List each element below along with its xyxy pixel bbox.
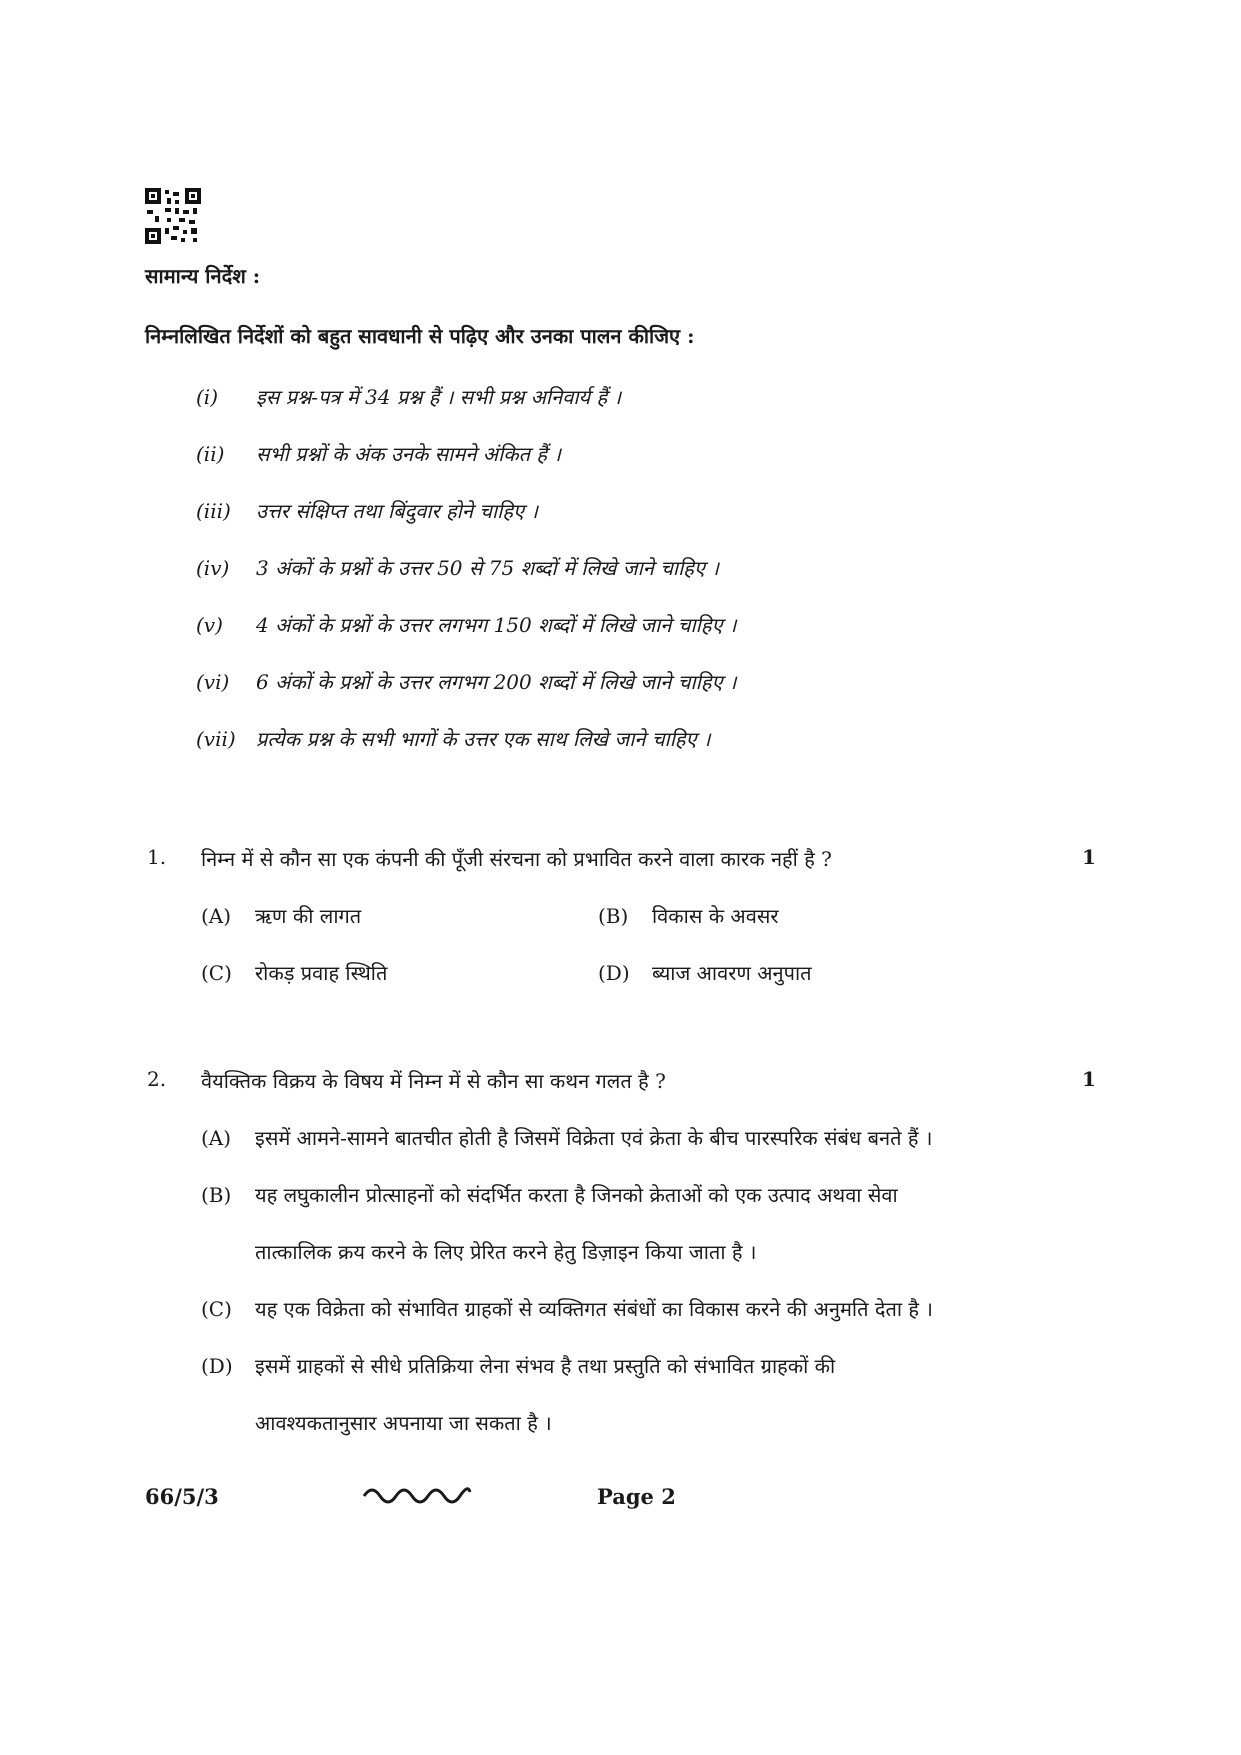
option-label: (B) <box>598 904 629 928</box>
option-text: ब्याज आवरण अनुपात <box>652 961 812 985</box>
option-text: इसमें आमने-सामने बातचीत होती है जिसमें विक्रेता एवं क्रेता के बीच पारस्परिक संबंध बनते हैं । <box>255 1126 933 1150</box>
instructions-intro: निम्नलिखित निर्देशों को बहुत सावधानी से पढ़िए और उनका पालन कीजिए : <box>145 324 695 348</box>
option-label: (D) <box>598 961 630 985</box>
question-text: निम्न में से कौन सा एक कंपनी की पूँजी संरचना को प्रभावित करने वाला कारक नहीं है ? <box>201 847 832 871</box>
option-c <box>201 1295 933 1322</box>
option-label: (B) <box>201 1183 232 1207</box>
option-b-continuation: तात्कालिक क्रय करने के लिए प्रेरित करने हेतु डिज़ाइन किया जाता है । <box>255 1240 757 1264</box>
option-label: (C) <box>201 1297 232 1321</box>
instruction-number: (iii) <box>196 499 231 523</box>
wave-divider-icon <box>362 1478 472 1508</box>
instruction-item <box>196 383 621 410</box>
option-d <box>201 1352 835 1379</box>
instruction-number: (vii) <box>196 727 236 751</box>
option-c <box>201 959 387 986</box>
page-number: Page 2 <box>597 1484 676 1509</box>
option-text: रोकड़ प्रवाह स्थिति <box>255 961 388 985</box>
option-b <box>598 902 779 929</box>
instruction-text: इस प्रश्न-पत्र में 34 प्रश्न हैं । सभी प्रश्न अनिवार्य हैं । <box>256 385 622 409</box>
instruction-item <box>196 668 736 695</box>
instruction-item <box>196 554 719 581</box>
option-a <box>201 902 361 929</box>
instruction-item <box>196 440 561 467</box>
option-text: यह एक विक्रेता को संभावित ग्राहकों से व्यक्तिगत संबंधों का विकास करने की अनुमति देता है । <box>255 1297 933 1321</box>
instruction-text: सभी प्रश्नों के अंक उनके सामने अंकित हैं । <box>256 442 561 466</box>
question-number: 2. <box>147 1067 167 1091</box>
question-marks: 1 <box>1082 845 1096 869</box>
option-b <box>201 1181 898 1208</box>
instruction-text: 6 अंकों के प्रश्नों के उत्तर लगभग 200 शब्दों में लिखे जाने चाहिए । <box>256 670 737 694</box>
option-label: (C) <box>201 961 232 985</box>
question-number: 1. <box>147 845 167 869</box>
option-label: (D) <box>201 1354 233 1378</box>
option-text: विकास के अवसर <box>652 904 779 928</box>
instruction-number: (ii) <box>196 442 225 466</box>
instruction-text: 4 अंकों के प्रश्नों के उत्तर लगभग 150 शब्दों में लिखे जाने चाहिए । <box>256 613 737 637</box>
question-marks: 1 <box>1082 1067 1096 1091</box>
instruction-number: (iv) <box>196 556 230 580</box>
instruction-item <box>196 497 538 524</box>
instruction-text: 3 अंकों के प्रश्नों के उत्तर 50 से 75 शब्दों में लिखे जाने चाहिए । <box>256 556 719 580</box>
option-text: ऋण की लागत <box>255 904 362 928</box>
instruction-number: (v) <box>196 613 223 637</box>
instruction-text: उत्तर संक्षिप्त तथा बिंदुवार होने चाहिए । <box>256 499 538 523</box>
option-label: (A) <box>201 904 232 928</box>
option-text: इसमें ग्राहकों से सीधे प्रतिक्रिया लेना संभव है तथा प्रस्तुति को संभावित ग्राहकों की <box>255 1354 836 1378</box>
option-text: यह लघुकालीन प्रोत्साहनों को संदर्भित करता है जिनको क्रेताओं को एक उत्पाद अथवा सेवा <box>255 1183 898 1207</box>
question-text: वैयक्तिक विक्रय के विषय में निम्न में से कौन सा कथन गलत है ? <box>201 1069 666 1093</box>
instruction-number: (i) <box>196 385 219 409</box>
option-a <box>201 1124 932 1151</box>
option-d <box>598 959 812 986</box>
general-instructions-heading: सामान्य निर्देश : <box>145 264 261 288</box>
qr-code-icon <box>145 188 201 244</box>
instruction-item <box>196 611 736 638</box>
instruction-text: प्रत्येक प्रश्न के सभी भागों के उत्तर एक साथ लिखे जाने चाहिए । <box>256 727 711 751</box>
option-label: (A) <box>201 1126 232 1150</box>
instruction-item <box>196 725 711 752</box>
option-d-continuation: आवश्यकतानुसार अपनाया जा सकता है । <box>255 1411 552 1435</box>
paper-code: 66/5/3 <box>145 1484 219 1509</box>
instruction-number: (vi) <box>196 670 230 694</box>
